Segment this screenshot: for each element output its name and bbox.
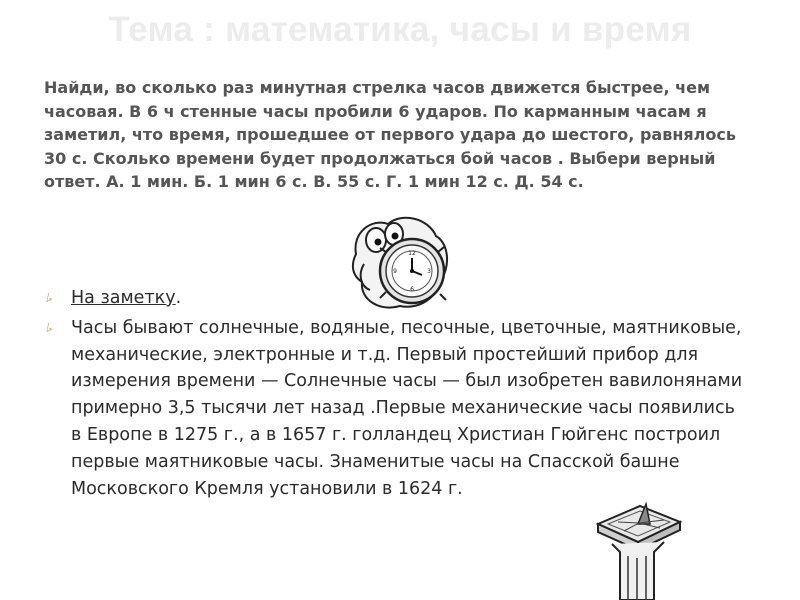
svg-text:9: 9 xyxy=(393,268,397,275)
arrow-bullet-icon: ⭞ xyxy=(46,320,53,335)
notes-heading-suffix: . xyxy=(175,288,182,308)
notes-heading-item xyxy=(44,285,744,312)
notes-heading: На заметку xyxy=(71,288,176,308)
svg-text:12: 12 xyxy=(408,250,416,257)
task-text: Найди, во сколько раз минутная стрелка часов движется быстрее, чем часовая. В 6 ч стенные часы пробили 6 ударов. По карманным часам я заметил, что время, прошедшее от первого удара до шестого, равнялось 30 с. Сколько времени будет продолжаться бой часов . Выбери верный ответ. А. 1 мин. Б. 1 мин 6 с. В. 55 с. Г. 1 мин 12 с. Д. 54 с. xyxy=(44,78,736,191)
arrow-bullet-icon: ⭞ xyxy=(46,291,53,305)
svg-text:3: 3 xyxy=(427,268,431,275)
sundial-icon xyxy=(590,500,685,600)
notes-list xyxy=(44,285,744,505)
slide-title: Тема : математика, часы и время xyxy=(108,10,692,49)
notes-body-item xyxy=(44,315,744,503)
notes-body: Часы бывают солнечные, водяные, песочные, цветочные, маятниковые, механические, электронные и т.д. Первый простейший прибор для измерения времени — Солнечные часы — был изобретен вавилонянами примерно 3,5 тысячи лет назад .Первые механические часы появились в Европе в 1275 г., а в 1657 г. голландец Христиан Гюйгенс построил первые маятниковые часы. Знаменитые часы на Спасской башне Московского Кремля установили в 1624 г. xyxy=(71,317,743,499)
svg-text:6: 6 xyxy=(410,286,414,293)
